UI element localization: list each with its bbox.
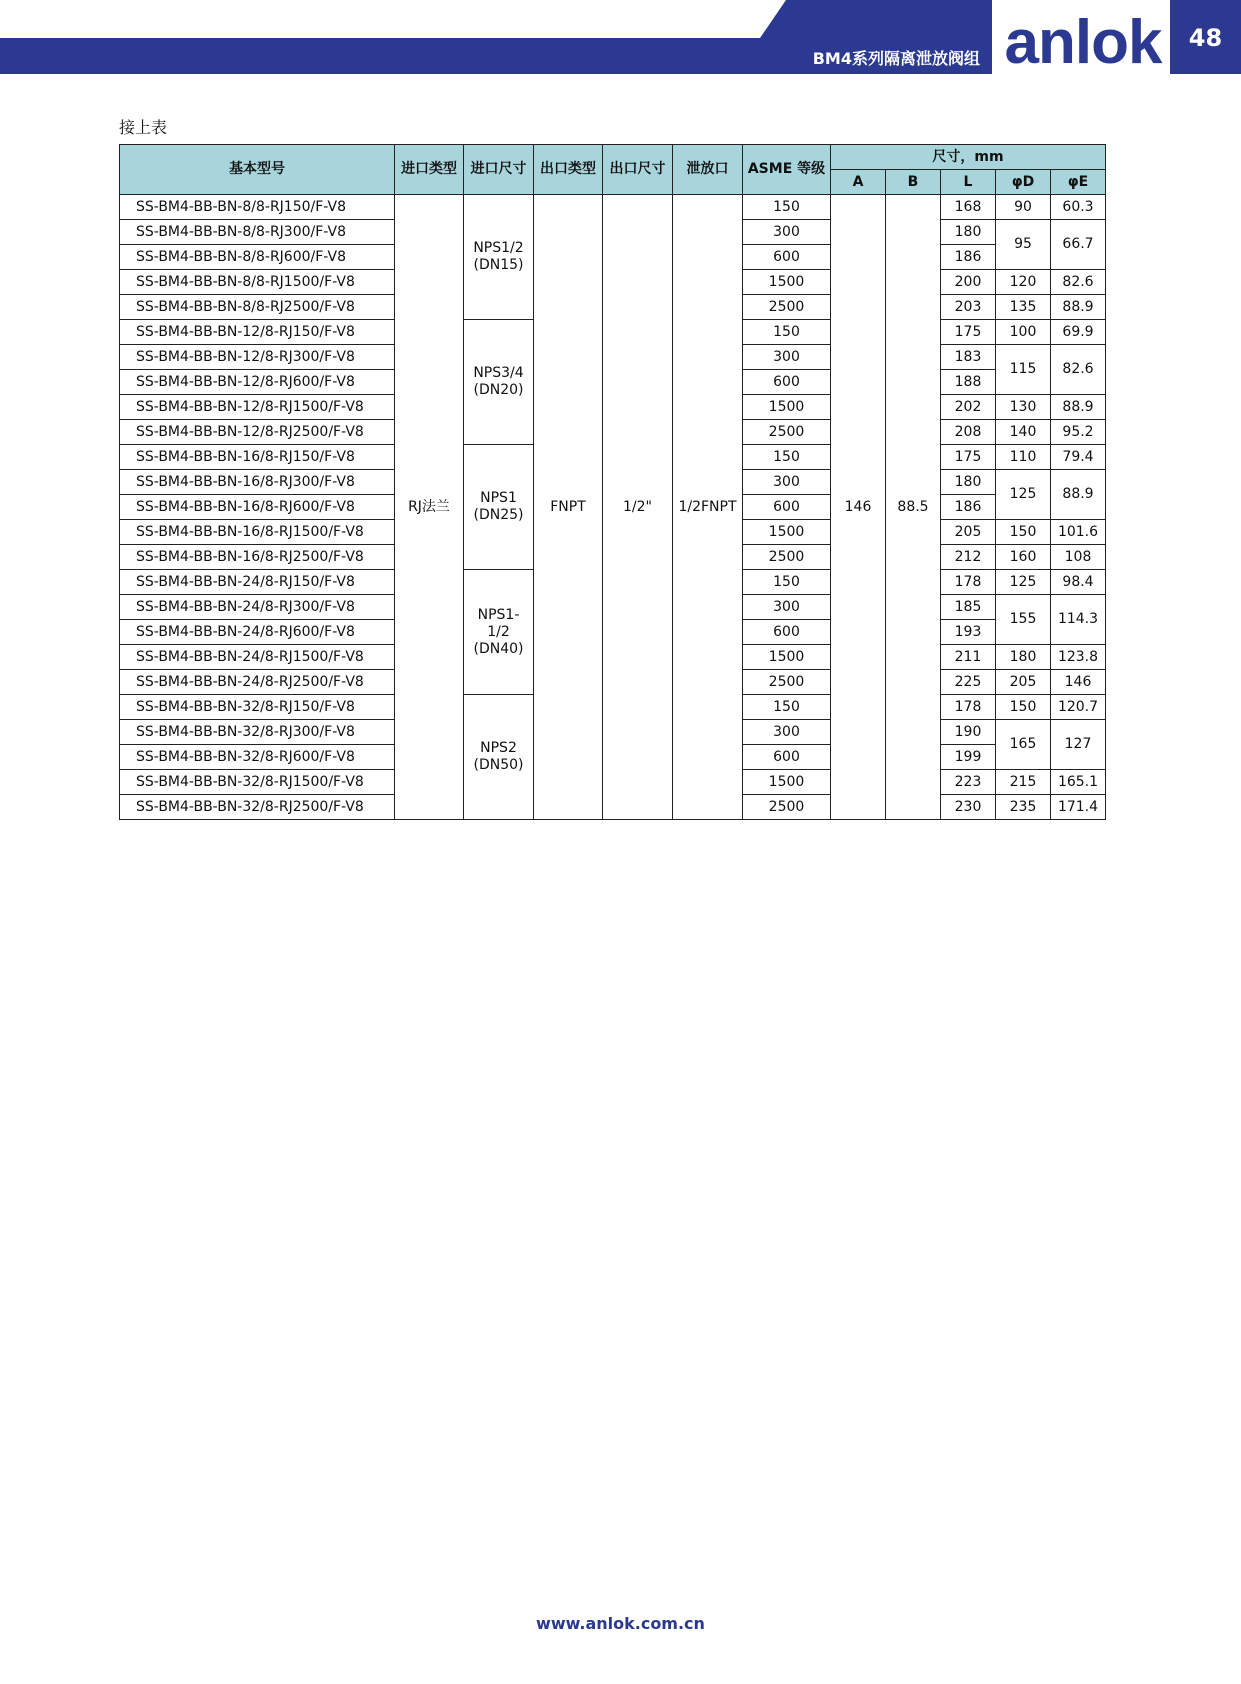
dim-l-cell: 212 (941, 545, 996, 570)
dim-e-cell: 165.1 (1051, 770, 1106, 795)
dim-e-cell: 88.9 (1051, 470, 1106, 520)
header-model: 基本型号 (120, 145, 395, 195)
asme-cell: 150 (743, 445, 831, 470)
asme-cell: 600 (743, 245, 831, 270)
dim-d-cell: 205 (996, 670, 1051, 695)
dim-d-cell: 90 (996, 195, 1051, 220)
dim-l-cell: 183 (941, 345, 996, 370)
dim-e-cell: 88.9 (1051, 395, 1106, 420)
model-cell: SS-BM4-BB-BN-12/8-RJ600/F-V8 (120, 370, 395, 395)
asme-cell: 300 (743, 720, 831, 745)
model-cell: SS-BM4-BB-BN-24/8-RJ600/F-V8 (120, 620, 395, 645)
dim-l-cell: 178 (941, 570, 996, 595)
asme-cell: 300 (743, 345, 831, 370)
dim-l-cell: 205 (941, 520, 996, 545)
inlet-size-cell (464, 195, 534, 320)
spec-table (119, 144, 1106, 820)
dim-l-cell: 208 (941, 420, 996, 445)
continued-label: 接上表 (119, 118, 168, 137)
dim-d-cell: 160 (996, 545, 1051, 570)
dim-l-cell: 175 (941, 445, 996, 470)
asme-cell: 300 (743, 470, 831, 495)
dim-e-cell: 79.4 (1051, 445, 1106, 470)
model-cell: SS-BM4-BB-BN-12/8-RJ300/F-V8 (120, 345, 395, 370)
dim-l-cell: 199 (941, 745, 996, 770)
asme-cell: 600 (743, 745, 831, 770)
model-cell: SS-BM4-BB-BN-12/8-RJ1500/F-V8 (120, 395, 395, 420)
dim-e-cell: 171.4 (1051, 795, 1106, 820)
inlet-size-line: (DN40) (473, 640, 524, 657)
dim-d-cell: 135 (996, 295, 1051, 320)
model-cell: SS-BM4-BB-BN-8/8-RJ150/F-V8 (120, 195, 395, 220)
header-inlet-size: 进口尺寸 (464, 145, 534, 195)
model-cell: SS-BM4-BB-BN-16/8-RJ600/F-V8 (120, 495, 395, 520)
asme-cell: 2500 (743, 670, 831, 695)
dim-e-cell: 123.8 (1051, 645, 1106, 670)
header-asme: ASME 等级 (743, 145, 831, 195)
dim-l-cell: 190 (941, 720, 996, 745)
dim-e-cell: 127 (1051, 720, 1106, 770)
model-cell: SS-BM4-BB-BN-8/8-RJ600/F-V8 (120, 245, 395, 270)
asme-cell: 1500 (743, 520, 831, 545)
inlet-size-line: NPS1 (480, 490, 517, 506)
asme-cell: 300 (743, 220, 831, 245)
dim-d-cell: 165 (996, 720, 1051, 770)
header-band (0, 38, 760, 74)
dim-e-cell: 108 (1051, 545, 1106, 570)
inlet-size-line: (DN15) (473, 257, 524, 273)
table-body (120, 195, 1106, 820)
dim-l-cell: 211 (941, 645, 996, 670)
dim-e-cell: 60.3 (1051, 195, 1106, 220)
dim-d-cell: 125 (996, 570, 1051, 595)
dim-l-cell: 186 (941, 495, 996, 520)
header-a: A (831, 170, 886, 195)
inlet-size-cell (464, 445, 534, 570)
dim-d-cell: 115 (996, 345, 1051, 395)
header-l: L (941, 170, 996, 195)
dim-d-cell: 215 (996, 770, 1051, 795)
footer-url: www.anlok.com.cn (536, 1614, 705, 1633)
inlet-size-line: 1/2 (487, 623, 510, 640)
inlet-size-line: (DN50) (473, 757, 524, 773)
dim-d-cell: 95 (996, 220, 1051, 270)
dim-e-cell: 120.7 (1051, 695, 1106, 720)
dim-e-cell: 146 (1051, 670, 1106, 695)
model-cell: SS-BM4-BB-BN-32/8-RJ300/F-V8 (120, 720, 395, 745)
asme-cell: 600 (743, 495, 831, 520)
dim-e-cell: 101.6 (1051, 520, 1106, 545)
inlet-size-cell (464, 695, 534, 820)
series-title: BM4系列隔离泄放阀组 (812, 49, 980, 68)
header-vent: 泄放口 (673, 145, 743, 195)
inlet-size-line: NPS1- (477, 606, 520, 623)
outlet-size-cell: 1/2" (603, 195, 673, 820)
model-cell: SS-BM4-BB-BN-8/8-RJ1500/F-V8 (120, 270, 395, 295)
dim-e-cell: 66.7 (1051, 220, 1106, 270)
model-cell: SS-BM4-BB-BN-12/8-RJ150/F-V8 (120, 320, 395, 345)
dim-l-cell: 178 (941, 695, 996, 720)
anlok-logo: anlok (1004, 8, 1162, 77)
asme-cell: 2500 (743, 545, 831, 570)
header-dimensions: 尺寸，mm (831, 145, 1106, 170)
inlet-size-line: (DN25) (473, 507, 524, 523)
asme-cell: 150 (743, 570, 831, 595)
asme-cell: 1500 (743, 770, 831, 795)
model-cell: SS-BM4-BB-BN-12/8-RJ2500/F-V8 (120, 420, 395, 445)
inlet-size-line: NPS3/4 (473, 365, 524, 381)
dim-l-cell: 180 (941, 470, 996, 495)
dim-e-cell: 69.9 (1051, 320, 1106, 345)
dim-l-cell: 188 (941, 370, 996, 395)
model-cell: SS-BM4-BB-BN-8/8-RJ2500/F-V8 (120, 295, 395, 320)
dim-l-cell: 230 (941, 795, 996, 820)
model-cell: SS-BM4-BB-BN-16/8-RJ1500/F-V8 (120, 520, 395, 545)
dim-l-cell: 203 (941, 295, 996, 320)
asme-cell: 150 (743, 695, 831, 720)
asme-cell: 2500 (743, 295, 831, 320)
dim-e-cell: 82.6 (1051, 270, 1106, 295)
table-row (120, 195, 1106, 220)
outlet-type-cell: FNPT (534, 195, 603, 820)
model-cell: SS-BM4-BB-BN-24/8-RJ1500/F-V8 (120, 645, 395, 670)
dim-a-cell: 146 (831, 195, 886, 820)
asme-cell: 1500 (743, 645, 831, 670)
dim-e-cell: 98.4 (1051, 570, 1106, 595)
dim-l-cell: 175 (941, 320, 996, 345)
asme-cell: 1500 (743, 270, 831, 295)
dim-d-cell: 150 (996, 520, 1051, 545)
dim-l-cell: 202 (941, 395, 996, 420)
dim-e-cell: 95.2 (1051, 420, 1106, 445)
inlet-size-cell (464, 570, 534, 695)
dim-d-cell: 100 (996, 320, 1051, 345)
inlet-type-cell: RJ法兰 (395, 195, 464, 820)
header-outlet-type: 出口类型 (534, 145, 603, 195)
model-cell: SS-BM4-BB-BN-24/8-RJ2500/F-V8 (120, 670, 395, 695)
dim-d-cell: 150 (996, 695, 1051, 720)
asme-cell: 150 (743, 320, 831, 345)
asme-cell: 1500 (743, 395, 831, 420)
dim-l-cell: 223 (941, 770, 996, 795)
dim-l-cell: 200 (941, 270, 996, 295)
dim-d-cell: 155 (996, 595, 1051, 645)
dim-l-cell: 193 (941, 620, 996, 645)
dim-d-cell: 180 (996, 645, 1051, 670)
inlet-size-cell (464, 320, 534, 445)
model-cell: SS-BM4-BB-BN-16/8-RJ150/F-V8 (120, 445, 395, 470)
dim-l-cell: 186 (941, 245, 996, 270)
dim-l-cell: 180 (941, 220, 996, 245)
asme-cell: 300 (743, 595, 831, 620)
header-d: φD (996, 170, 1051, 195)
dim-d-cell: 140 (996, 420, 1051, 445)
asme-cell: 150 (743, 195, 831, 220)
dim-b-cell: 88.5 (886, 195, 941, 820)
inlet-size-line: NPS1/2 (473, 240, 524, 256)
dim-d-cell: 130 (996, 395, 1051, 420)
model-cell: SS-BM4-BB-BN-16/8-RJ300/F-V8 (120, 470, 395, 495)
asme-cell: 2500 (743, 795, 831, 820)
dim-d-cell: 120 (996, 270, 1051, 295)
asme-cell: 600 (743, 370, 831, 395)
dim-d-cell: 235 (996, 795, 1051, 820)
model-cell: SS-BM4-BB-BN-32/8-RJ600/F-V8 (120, 745, 395, 770)
model-cell: SS-BM4-BB-BN-32/8-RJ1500/F-V8 (120, 770, 395, 795)
dim-e-cell: 82.6 (1051, 345, 1106, 395)
inlet-size-line: NPS2 (480, 740, 517, 756)
model-cell: SS-BM4-BB-BN-24/8-RJ150/F-V8 (120, 570, 395, 595)
dim-l-cell: 185 (941, 595, 996, 620)
dim-e-cell: 88.9 (1051, 295, 1106, 320)
dim-l-cell: 225 (941, 670, 996, 695)
asme-cell: 2500 (743, 420, 831, 445)
model-cell: SS-BM4-BB-BN-32/8-RJ2500/F-V8 (120, 795, 395, 820)
model-cell: SS-BM4-BB-BN-24/8-RJ300/F-V8 (120, 595, 395, 620)
inlet-size-line: (DN20) (473, 382, 524, 398)
header-inlet-type: 进口类型 (395, 145, 464, 195)
dim-d-cell: 125 (996, 470, 1051, 520)
asme-cell: 600 (743, 620, 831, 645)
model-cell: SS-BM4-BB-BN-8/8-RJ300/F-V8 (120, 220, 395, 245)
header-outlet-size: 出口尺寸 (603, 145, 673, 195)
dim-e-cell: 114.3 (1051, 595, 1106, 645)
page-number: 48 (1170, 0, 1241, 74)
model-cell: SS-BM4-BB-BN-16/8-RJ2500/F-V8 (120, 545, 395, 570)
dim-d-cell: 110 (996, 445, 1051, 470)
model-cell: SS-BM4-BB-BN-32/8-RJ150/F-V8 (120, 695, 395, 720)
header-e: φE (1051, 170, 1106, 195)
dim-l-cell: 168 (941, 195, 996, 220)
vent-cell: 1/2FNPT (673, 195, 743, 820)
header-b: B (886, 170, 941, 195)
